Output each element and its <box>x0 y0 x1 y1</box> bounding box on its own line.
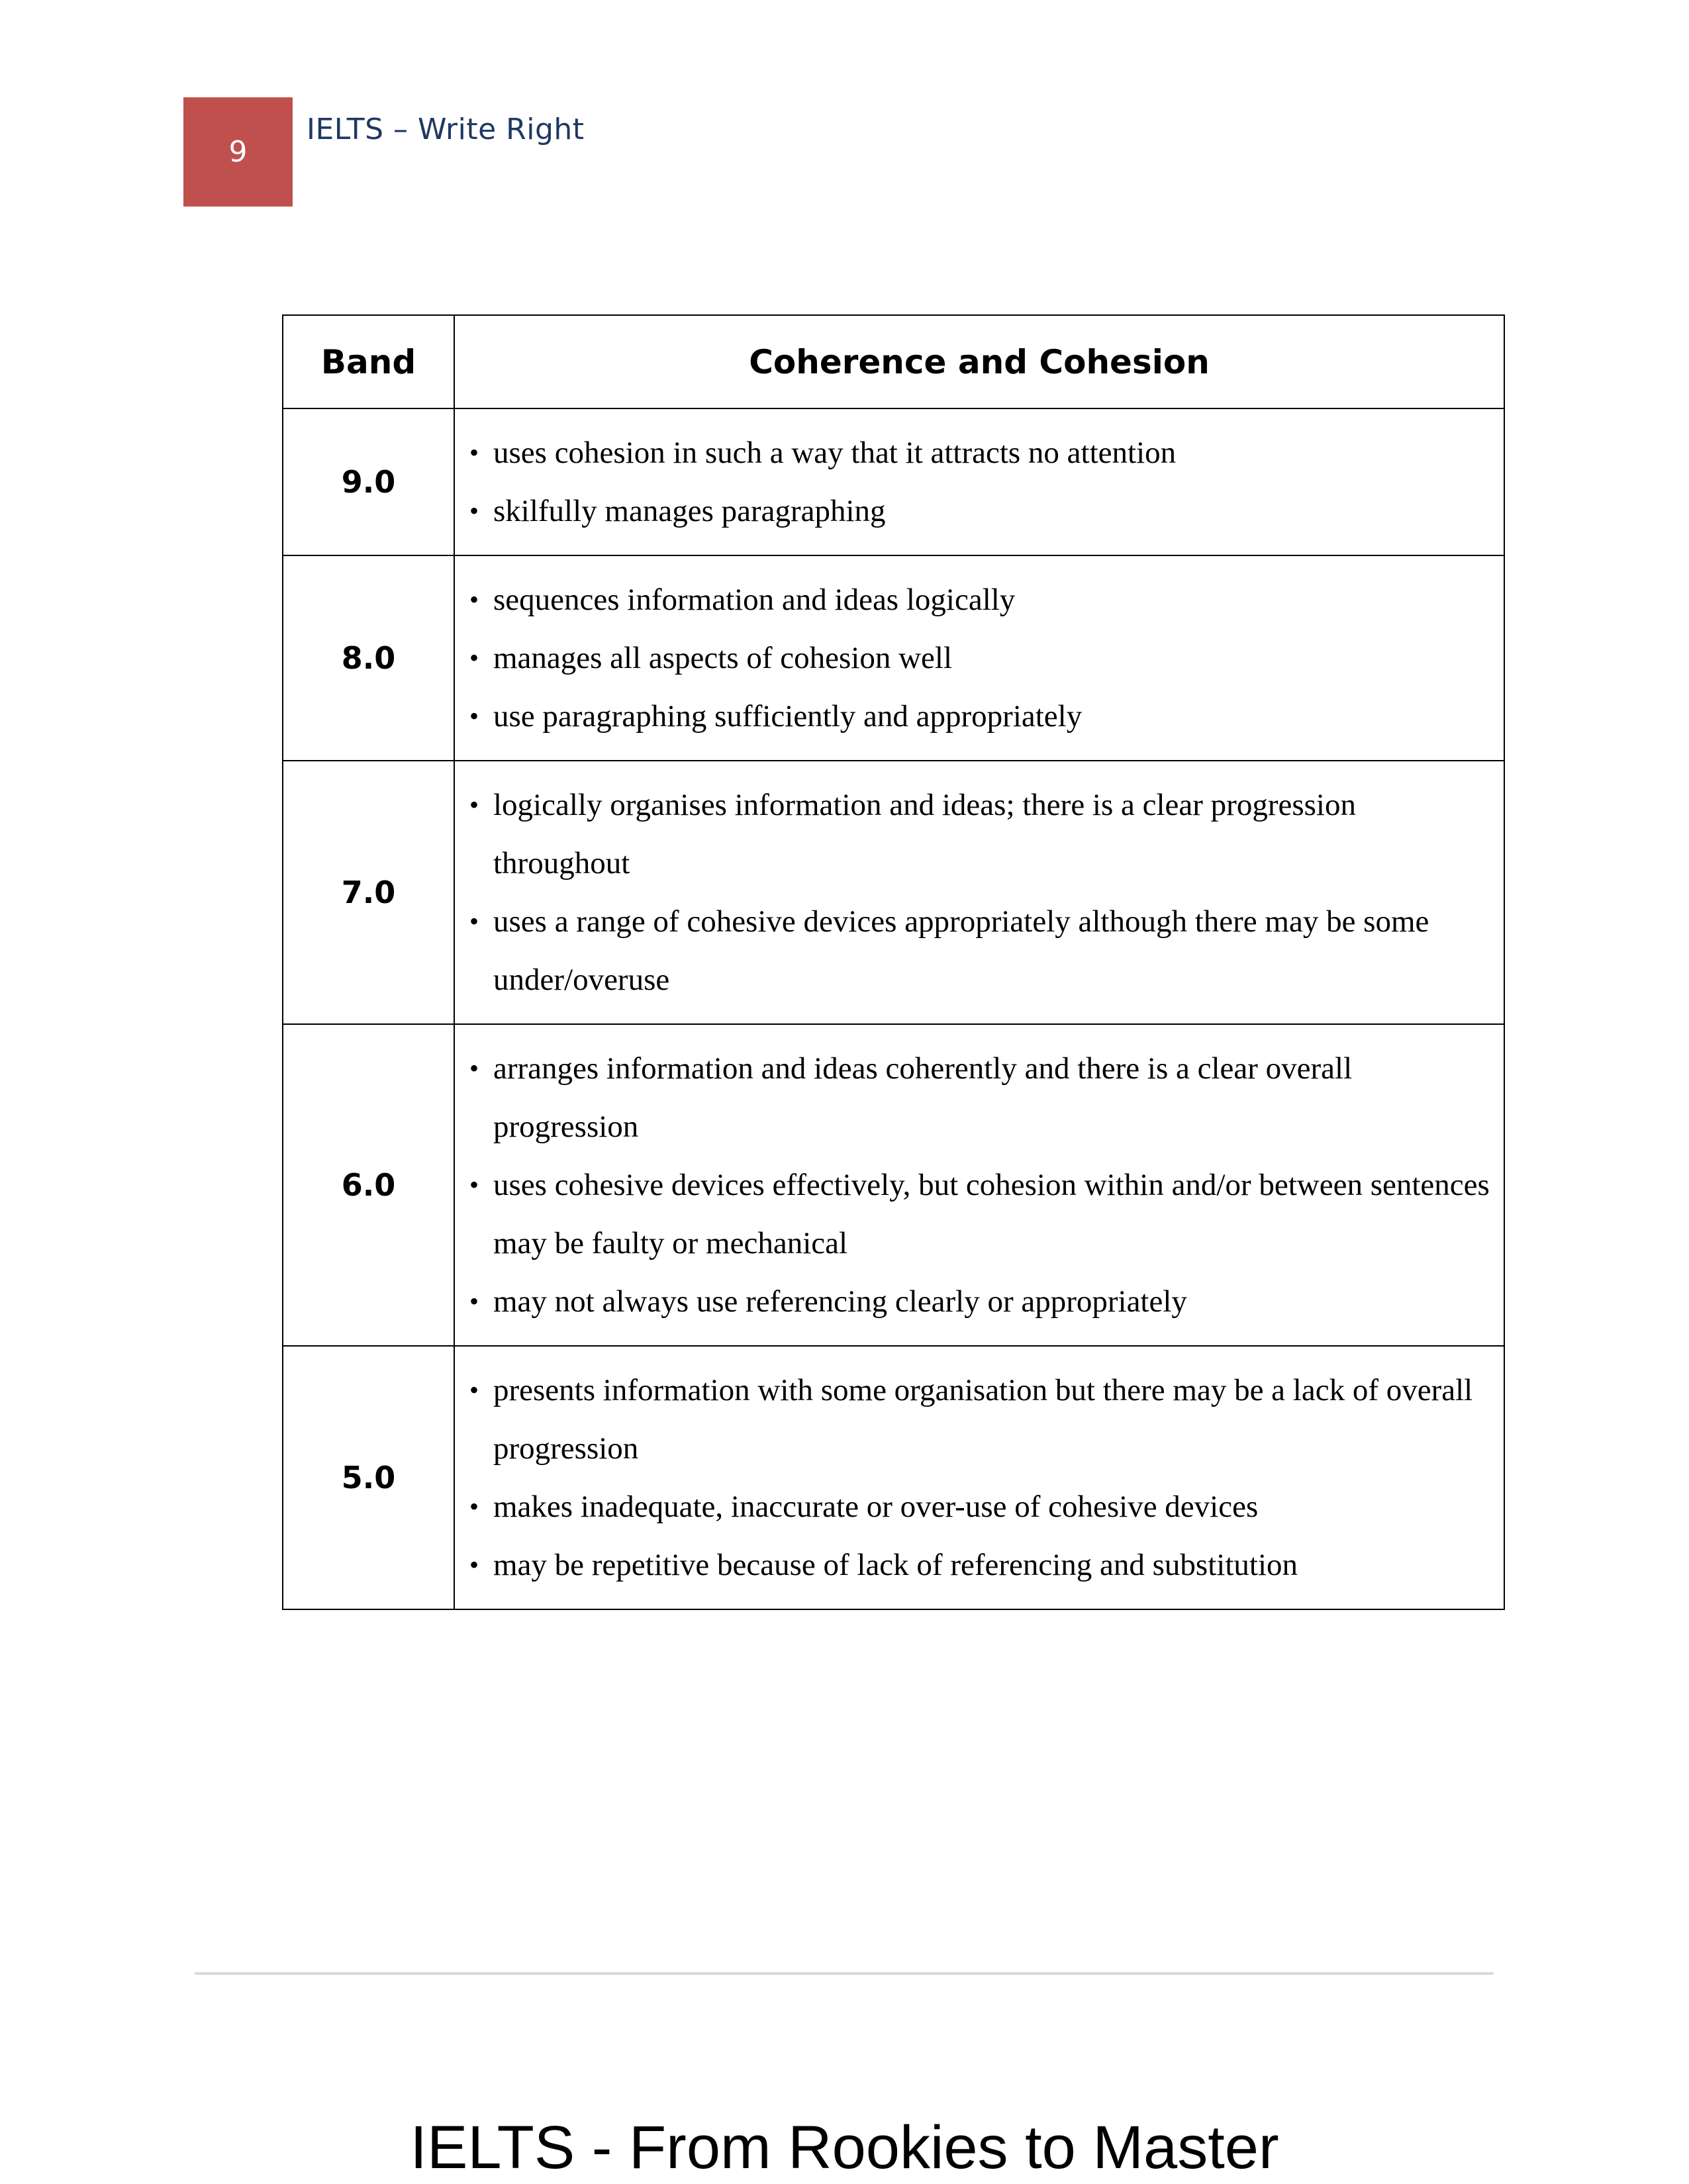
band-descriptors <box>454 761 1504 1024</box>
list-item <box>469 482 1490 540</box>
page-number-badge <box>183 97 293 207</box>
bullet-icon: • <box>469 701 479 731</box>
bullet-icon: • <box>469 1286 479 1316</box>
bullet-icon: • <box>469 790 479 820</box>
band-descriptor-table <box>282 314 1505 1610</box>
descriptor-text: sequences information and ideas logically <box>493 583 1016 617</box>
descriptor-text: uses cohesion in such a way that it attracts no attention <box>493 436 1177 470</box>
list-item <box>469 776 1490 892</box>
running-header-title: IELTS – Write Right <box>307 113 585 146</box>
descriptor-text: arranges information and ideas coherently and there is a clear overall progression <box>493 1051 1353 1144</box>
bullet-icon: • <box>469 1550 479 1580</box>
descriptor-text: uses cohesive devices effectively, but cohesion within and/or between sentences may be faulty or mechanical <box>493 1168 1490 1260</box>
descriptor-text: logically organises information and ideas; there is a clear progression throughout <box>493 788 1356 880</box>
descriptor-text: use paragraphing sufficiently and appropriately <box>493 699 1083 734</box>
descriptor-text: uses a range of cohesive devices appropriately although there may be some under/overuse <box>493 904 1429 997</box>
descriptor-text: may be repetitive because of lack of referencing and substitution <box>493 1548 1298 1582</box>
band-descriptors <box>454 555 1504 761</box>
table-row <box>283 408 1504 555</box>
band-descriptors <box>454 1346 1504 1609</box>
list-item <box>469 1039 1490 1156</box>
footer-title: IELTS - From Rookies to Master <box>410 2114 1279 2181</box>
band-score: 9.0 <box>283 408 454 555</box>
bullet-icon: • <box>469 585 479 614</box>
table-row <box>283 555 1504 761</box>
table-row <box>283 761 1504 1024</box>
band-score: 6.0 <box>283 1024 454 1346</box>
list-item <box>469 1156 1490 1272</box>
table-row <box>283 1024 1504 1346</box>
descriptor-list <box>469 424 1490 540</box>
descriptor-list <box>469 1361 1490 1594</box>
list-item <box>469 571 1490 629</box>
list-item <box>469 687 1490 745</box>
band-descriptors <box>454 1024 1504 1346</box>
bullet-icon: • <box>469 1492 479 1521</box>
descriptor-text: presents information with some organisation but there may be a lack of overall progression <box>493 1373 1473 1466</box>
list-item <box>469 892 1490 1009</box>
list-item <box>469 629 1490 687</box>
list-item <box>469 1478 1490 1536</box>
list-item <box>469 1361 1490 1478</box>
table-body <box>283 408 1504 1609</box>
table-header-row <box>283 315 1504 408</box>
page-number: 9 <box>228 135 248 169</box>
descriptor-list <box>469 571 1490 745</box>
descriptor-list <box>469 1039 1490 1331</box>
table-row <box>283 1346 1504 1609</box>
band-score: 8.0 <box>283 555 454 761</box>
footer-divider <box>195 1972 1494 1975</box>
descriptor-text: manages all aspects of cohesion well <box>493 641 953 675</box>
bullet-icon: • <box>469 643 479 673</box>
list-item <box>469 1272 1490 1331</box>
descriptor-text: makes inadequate, inaccurate or over-use of cohesive devices <box>493 1490 1259 1524</box>
bullet-icon: • <box>469 438 479 467</box>
bullet-icon: • <box>469 1375 479 1405</box>
band-score: 7.0 <box>283 761 454 1024</box>
descriptor-list <box>469 776 1490 1009</box>
column-header-criterion: Coherence and Cohesion <box>454 315 1504 408</box>
band-descriptors <box>454 408 1504 555</box>
column-header-band: Band <box>283 315 454 408</box>
list-item <box>469 424 1490 482</box>
descriptor-text: may not always use referencing clearly or appropriately <box>493 1284 1187 1319</box>
bullet-icon: • <box>469 1170 479 1200</box>
bullet-icon: • <box>469 1053 479 1083</box>
bullet-icon: • <box>469 906 479 936</box>
descriptor-text: skilfully manages paragraphing <box>493 494 886 528</box>
bullet-icon: • <box>469 496 479 526</box>
band-score: 5.0 <box>283 1346 454 1609</box>
list-item <box>469 1536 1490 1594</box>
